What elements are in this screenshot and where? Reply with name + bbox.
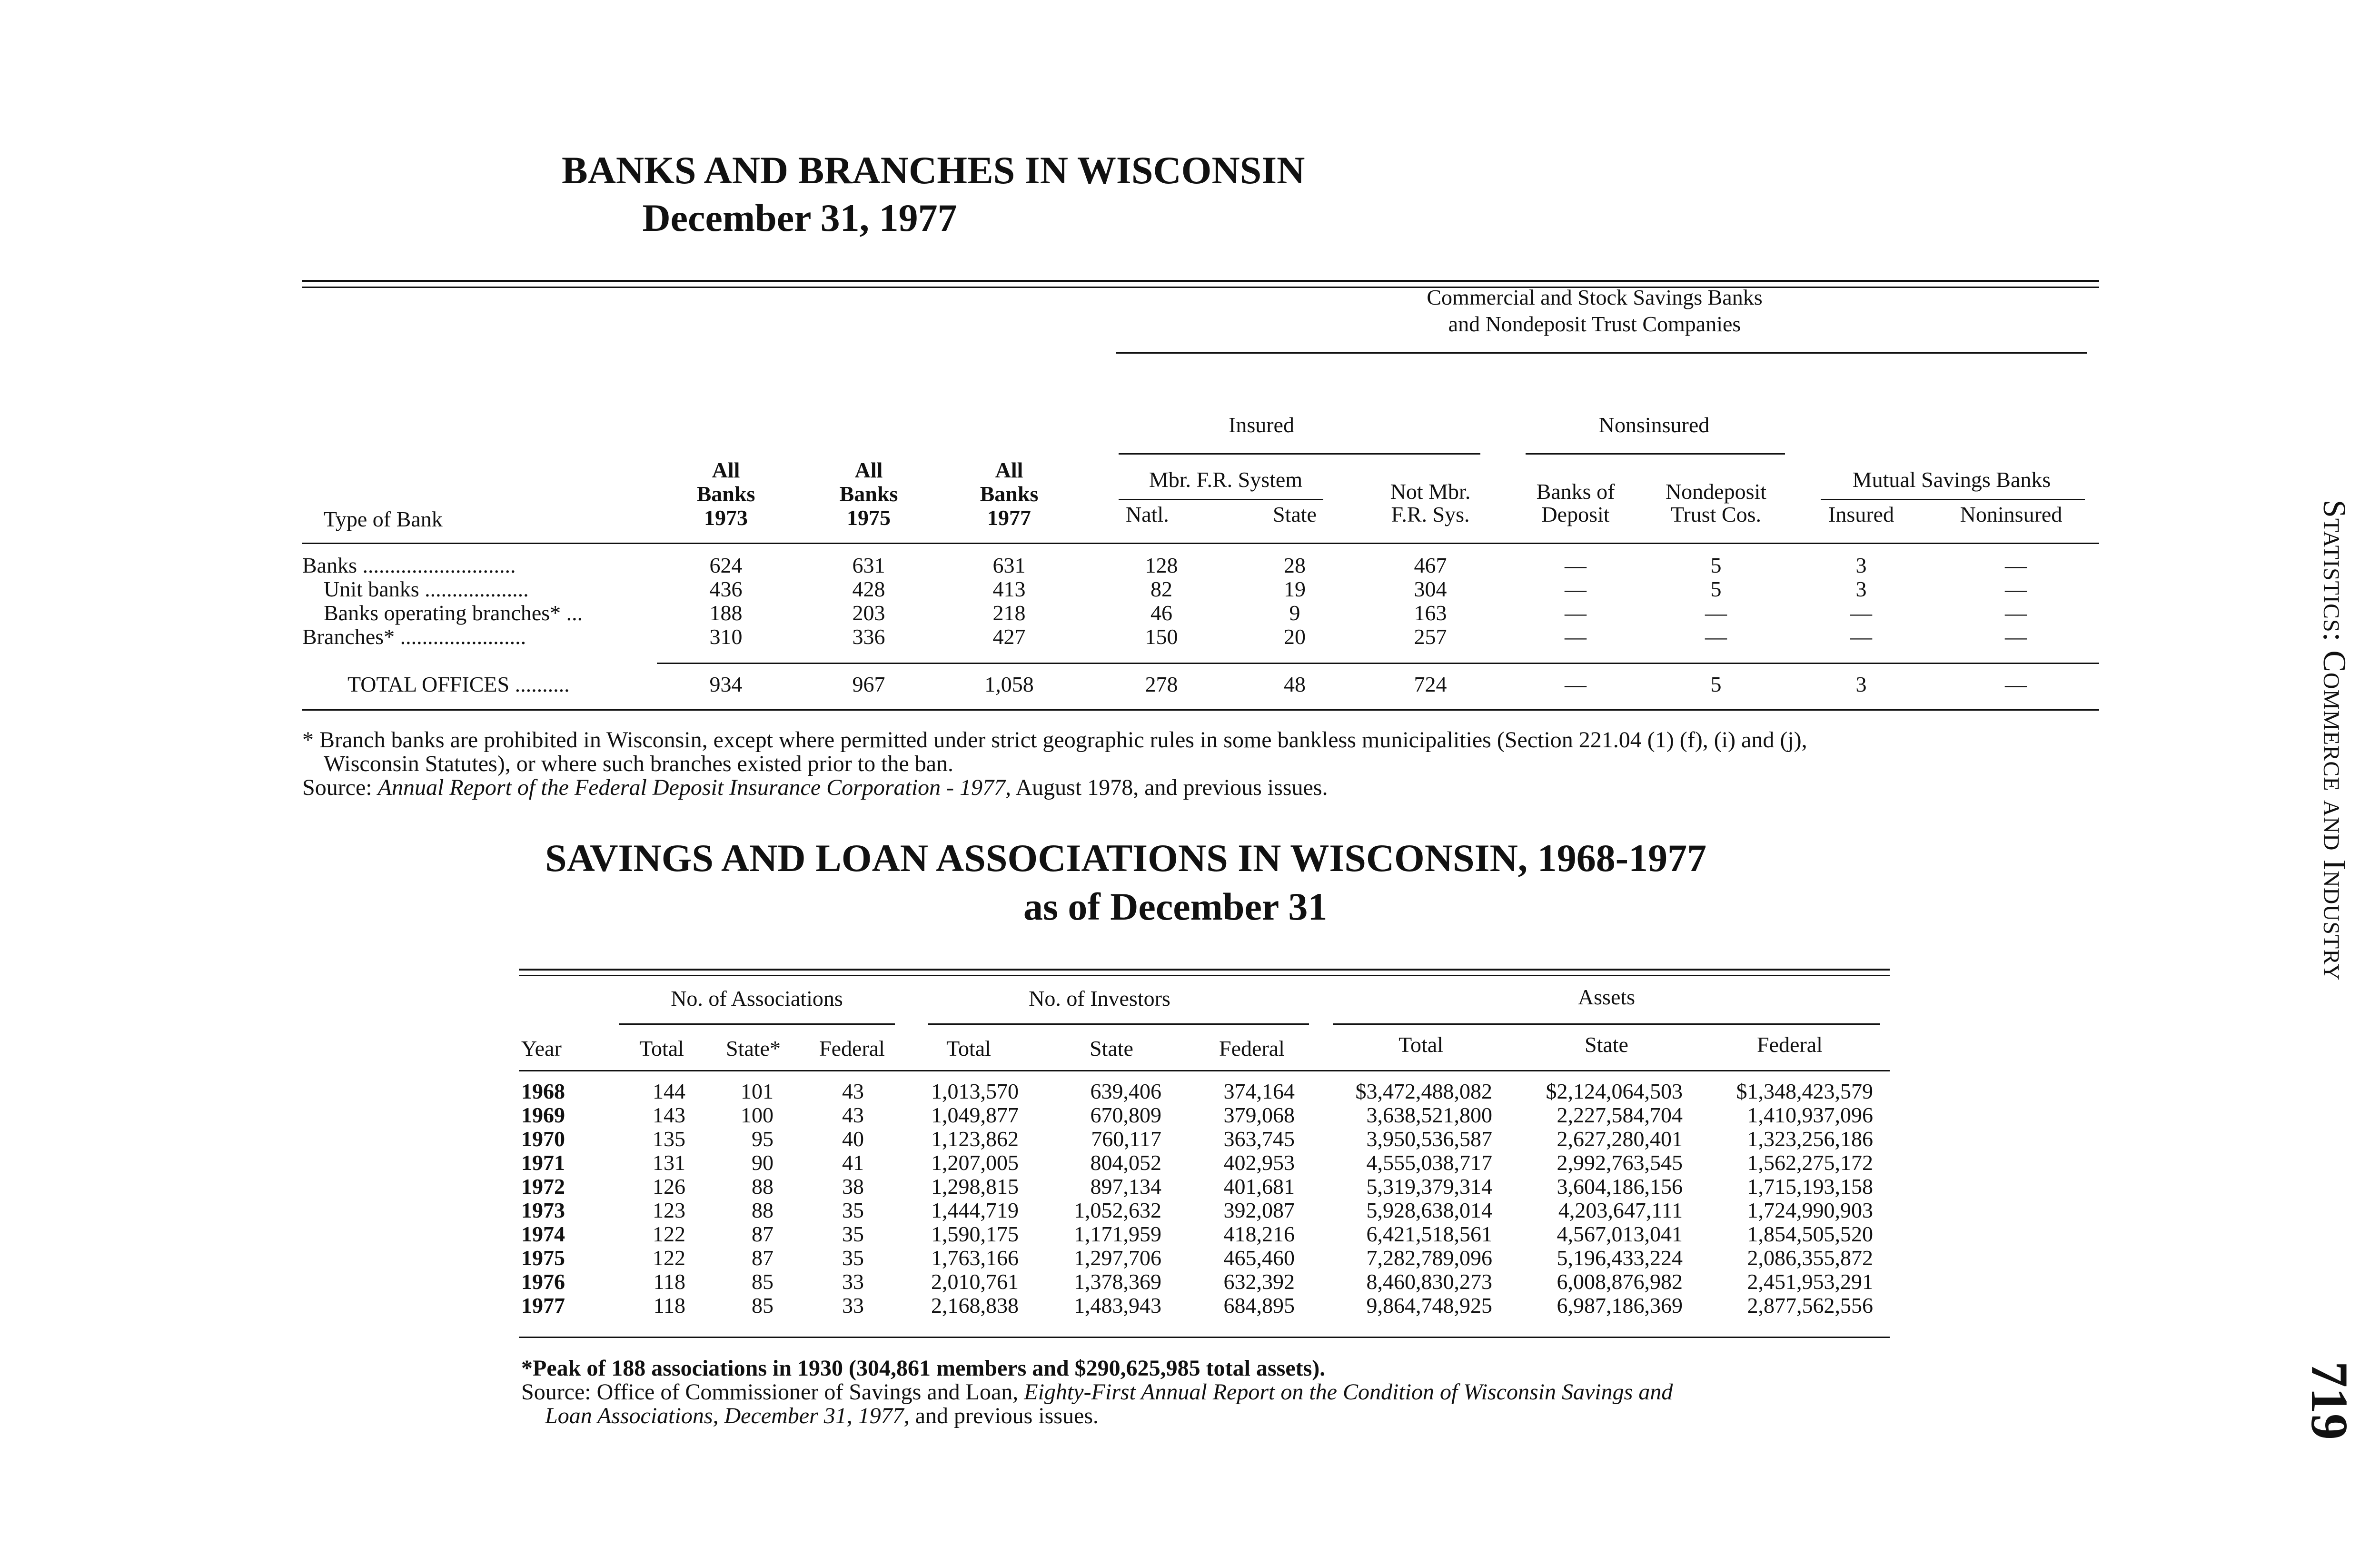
savings-title: SAVINGS AND LOAN ASSOCIATIONS IN WISCONSIN, 1968-1977 — [545, 836, 1707, 880]
banks-cell: 3 — [1855, 672, 1867, 696]
banks-cell: 278 — [1145, 672, 1178, 696]
no-investors-rule — [928, 1023, 1309, 1025]
banks-cell: 5 — [1710, 577, 1722, 601]
savings-cell: 1,171,959 — [1074, 1222, 1161, 1246]
savings-top-rule — [519, 969, 1890, 971]
page-number: 719 — [2301, 1361, 2359, 1440]
banks-cell: 19 — [1284, 577, 1306, 601]
savings-cell: 6,421,518,561 — [1366, 1222, 1492, 1246]
savings-cell: 95 — [752, 1127, 774, 1151]
savings-cell: 684,895 — [1223, 1293, 1295, 1318]
savings-cell: 33 — [842, 1269, 864, 1294]
savings-cell: 418,216 — [1223, 1222, 1295, 1246]
savings-cell: 43 — [842, 1079, 864, 1103]
banks-cell: — — [1565, 624, 1587, 649]
banks-cell: — — [1565, 672, 1587, 696]
header-year: Year — [521, 1036, 562, 1060]
savings-year-cell: 1970 — [521, 1127, 565, 1151]
header-natl: Natl. — [1126, 502, 1169, 526]
savings-cell: 2,227,584,704 — [1557, 1103, 1683, 1127]
banks-cell: 3 — [1855, 553, 1867, 577]
nonsinsured-rule — [1526, 453, 1785, 455]
savings-cell: 1,049,877 — [931, 1103, 1019, 1127]
header-commercial-line1: Commercial and Stock Savings Banks — [1427, 285, 1763, 309]
banks-cell: — — [1850, 624, 1872, 649]
banks-bottom-rule — [302, 709, 2099, 711]
header-inv-state: State — [1090, 1036, 1133, 1060]
savings-cell: $3,472,488,082 — [1355, 1079, 1492, 1103]
banks-cell: 9 — [1289, 601, 1300, 625]
banks-cell: — — [2005, 577, 2027, 601]
header-noninsured-col: Noninsured — [1960, 502, 2063, 526]
savings-cell: 897,134 — [1090, 1174, 1161, 1199]
savings-cell: 401,681 — [1223, 1174, 1295, 1199]
savings-cell: 379,068 — [1223, 1103, 1295, 1127]
header-assets-total: Total — [1398, 1032, 1443, 1057]
banks-cell: 1,058 — [984, 672, 1034, 696]
savings-cell: 1,590,175 — [931, 1222, 1019, 1246]
banks-cell: 428 — [852, 577, 885, 601]
banks-cell: — — [1850, 601, 1872, 625]
header-all-banks-1973-a: All — [712, 458, 740, 482]
banks-cell: 467 — [1414, 553, 1447, 577]
savings-cell: 1,052,632 — [1074, 1198, 1161, 1222]
savings-cell: 38 — [842, 1174, 864, 1199]
header-all-banks-1977-c: 1977 — [987, 505, 1031, 530]
savings-cell: 85 — [752, 1293, 774, 1318]
savings-cell: 143 — [653, 1103, 685, 1127]
header-banks-of-deposit-b: Deposit — [1541, 502, 1610, 526]
savings-cell: 2,877,562,556 — [1747, 1293, 1873, 1318]
savings-cell: 1,444,719 — [931, 1198, 1019, 1222]
savings-cell: 6,008,876,982 — [1557, 1269, 1683, 1294]
banks-cell: 336 — [852, 624, 885, 649]
header-nondeposit-b: Trust Cos. — [1670, 502, 1762, 526]
mutual-savings-rule — [1821, 499, 2085, 500]
savings-cell: 100 — [741, 1103, 774, 1127]
savings-source-1: Source: Office of Commissioner of Savings and Loan, Eighty-First Annual Report on the Condition of Wisconsin Savings and — [521, 1379, 1673, 1405]
savings-cell: 35 — [842, 1198, 864, 1222]
savings-cell: 85 — [752, 1269, 774, 1294]
banks-cell: — — [1705, 624, 1727, 649]
page: BANKS AND BRANCHES IN WISCONSIN December 31, 1977 Commercial and Stock Savings Banks and Nondeposit Trust Companies Insured Nonsinsured All Banks 1973 All Banks 1975 All Banks 1977 Mbr. F.R. System Natl. State Not Mbr. F.R. Sys. Banks of Deposit Nondeposit Trust Cos. Mutual Savings Banks Insured Noninsured Type of Bank Banks ............................ Unit banks ................... Banks operating branches* ... Branches* ....................... 624 631 631 128 28 467 — 5 3 — 436 428 413 82 19 304 — 5 3 — 188 203 218 46 9 163 — — — — 310 336 427 150 20 257 — — — — 934 967 1,058 278 48 724 — 5 3 — TOTAL OFFICES .......... * Branch banks are prohibited in Wisconsin, except where permitted under strict geographic rules in some bankless municipalities (Section 221.04 (1) (f), (i) and (j), Wisconsin Statutes), or where such branches existed prior to the ban. Source: Annual Report of the Federal Deposit Insurance Corporation - 1977, August 1978, and previous issues. SAVINGS AND LOAN ASSOCIATIONS IN WISCONSIN, 1968-1977 as of December 31 No. of Associations No. of Investors Assets Year Total State* Federal Total State Federal Total State Federal 1968 144 101 43 1,013,570 639,406 374,164 $3,472,488,082 $2,124,064,503 $1,348,423,579 1969 143 100 43 1,049,877 670,809 379,068 3,638,521,800 2,227,584,704 1,410,937,096 1970 135 95 40 1,123,862 760,117 363,745 3,950,536,587 2,627,280,401 1,323,256,186 1971 131 90 41 1,207,005 804,052 402,953 4,555,038,717 2,992,763,545 1,562,275,172 1972 126 88 38 1,298,815 897,134 401,681 5,319,379,314 3,604,186,156 1,715,193,158 1973 123 88 35 1,444,719 1,052,632 392,087 5,928,638,014 4,203,647,111 1,724,990,903 1974 122 87 35 1,590,175 1,171,959 418,216 6,421,518,561 4,567,013,041 1,854,505,520 1975 122 87 35 1,763,166 1,297,706 465,460 7,282,789,096 5,196,433,224 2,086,355,872 1976 118 85 33 2,010,761 1,378,369 632,392 8,460,830,273 6,008,876,982 2,451,953,291 1977 118 85 33 2,168,838 1,483,943 684,895 9,864,748,925 6,987,186,369 2,877,562,556 *Peak of 188 associations in 1930 (304,861 members and $290,625,985 total assets). Source: Office of Commissioner of Savings and Loan, Eighty-First Annual Report on the Condition of Wisconsin Savings and Loan Associations, December 31, 1977, and previous issues. Statistics: Commerce and Industry 719 — [302, 149, 2359, 1440]
banks-cell: 46 — [1150, 601, 1172, 625]
savings-cell: 118 — [653, 1293, 685, 1318]
savings-top-rule-2 — [519, 975, 1890, 976]
banks-cell: 631 — [852, 553, 885, 577]
banks-cell: 28 — [1284, 553, 1306, 577]
assets-rule — [1333, 1023, 1880, 1025]
savings-cell: 5,928,638,014 — [1366, 1198, 1492, 1222]
savings-cell: 3,638,521,800 — [1366, 1103, 1492, 1127]
savings-cell: 639,406 — [1090, 1079, 1161, 1103]
savings-cell: 1,562,275,172 — [1747, 1150, 1873, 1175]
banks-cell: — — [1565, 577, 1587, 601]
savings-year-cell: 1973 — [521, 1198, 565, 1222]
header-assets-state: State — [1585, 1032, 1628, 1057]
savings-cell: 144 — [653, 1079, 685, 1103]
banks-top-rule — [302, 280, 2099, 282]
savings-cell: 122 — [653, 1222, 685, 1246]
savings-cell: 1,763,166 — [931, 1246, 1019, 1270]
savings-year-cell: 1976 — [521, 1269, 565, 1294]
mbr-fr-rule — [1119, 499, 1323, 500]
banks-cell: — — [2005, 553, 2027, 577]
banks-cell: — — [1565, 601, 1587, 625]
header-all-banks-1977-a: All — [995, 458, 1023, 482]
header-banks-of-deposit-a: Banks of — [1536, 479, 1615, 504]
no-assoc-rule — [619, 1023, 895, 1025]
savings-cell: 2,451,953,291 — [1747, 1269, 1873, 1294]
savings-cell: 632,392 — [1223, 1269, 1295, 1294]
savings-cell: 101 — [741, 1079, 774, 1103]
banks-cell: 20 — [1284, 624, 1306, 649]
banks-header-rule — [302, 543, 2099, 544]
savings-cell: 760,117 — [1091, 1127, 1161, 1151]
header-all-banks-1973-c: 1973 — [704, 505, 748, 530]
savings-cell: 90 — [752, 1150, 774, 1175]
banks-cell: 631 — [992, 553, 1026, 577]
banks-row-label: Banks operating branches* ... — [324, 601, 583, 625]
banks-cell: 188 — [709, 601, 743, 625]
savings-cell: 41 — [842, 1150, 864, 1175]
banks-cell: — — [2005, 601, 2027, 625]
savings-cell: 2,010,761 — [931, 1269, 1019, 1294]
banks-cell: 3 — [1855, 577, 1867, 601]
savings-subtitle: as of December 31 — [1023, 885, 1328, 928]
savings-source-2: Loan Associations, December 31, 1977, and previous issues. — [545, 1403, 1099, 1428]
header-state: State — [1273, 502, 1317, 526]
banks-cell: 5 — [1710, 553, 1722, 577]
savings-cell: 87 — [752, 1222, 774, 1246]
header-assoc-total: Total — [639, 1036, 684, 1060]
banks-cell: 5 — [1710, 672, 1722, 696]
banks-cell: 163 — [1414, 601, 1447, 625]
savings-cell: $1,348,423,579 — [1736, 1079, 1873, 1103]
commercial-rule — [1116, 352, 2087, 354]
header-mutual-savings: Mutual Savings Banks — [1852, 467, 2051, 492]
header-assets-federal: Federal — [1757, 1032, 1823, 1057]
savings-bottom-rule — [519, 1337, 1890, 1338]
savings-cell: 8,460,830,273 — [1366, 1269, 1492, 1294]
banks-cell: 150 — [1145, 624, 1178, 649]
banks-row-label: Branches* ....................... — [302, 624, 526, 649]
banks-cell: 82 — [1150, 577, 1172, 601]
savings-cell: 670,809 — [1090, 1103, 1161, 1127]
savings-cell: 2,086,355,872 — [1747, 1246, 1873, 1270]
banks-cell: 203 — [852, 601, 885, 625]
header-all-banks-1975-b: Banks — [839, 482, 898, 506]
savings-cell: 4,567,013,041 — [1557, 1222, 1683, 1246]
banks-cell: — — [2005, 672, 2027, 696]
savings-cell: 3,604,186,156 — [1557, 1174, 1683, 1199]
savings-cell: 1,298,815 — [931, 1174, 1019, 1199]
banks-cell: — — [1705, 601, 1727, 625]
banks-cell: 304 — [1414, 577, 1447, 601]
savings-cell: 392,087 — [1223, 1198, 1295, 1222]
header-all-banks-1977-b: Banks — [980, 482, 1039, 506]
header-no-investors: No. of Investors — [1029, 986, 1170, 1011]
savings-cell: 1,378,369 — [1074, 1269, 1161, 1294]
savings-cell: 118 — [653, 1269, 685, 1294]
banks-cell: 310 — [709, 624, 743, 649]
savings-cell: 1,207,005 — [931, 1150, 1019, 1175]
banks-cell: — — [2005, 624, 2027, 649]
savings-cell: 4,555,038,717 — [1366, 1150, 1492, 1175]
savings-cell: 1,715,193,158 — [1747, 1174, 1873, 1199]
header-inv-federal: Federal — [1219, 1036, 1285, 1060]
banks-cell: 624 — [709, 553, 743, 577]
banks-cell: — — [1565, 553, 1587, 577]
savings-cell: 2,627,280,401 — [1557, 1127, 1683, 1151]
savings-cell: 88 — [752, 1174, 774, 1199]
header-all-banks-1975-a: All — [854, 458, 883, 482]
header-assets: Assets — [1577, 985, 1636, 1009]
banks-total-rule — [657, 663, 2099, 664]
savings-cell: $2,124,064,503 — [1546, 1079, 1683, 1103]
insured-rule — [1119, 453, 1480, 455]
savings-cell: 4,203,647,111 — [1558, 1198, 1683, 1222]
savings-cell: 6,987,186,369 — [1557, 1293, 1683, 1318]
savings-cell: 40 — [842, 1127, 864, 1151]
running-head: Statistics: Commerce and Industry — [2317, 500, 2353, 981]
savings-cell: 126 — [653, 1174, 685, 1199]
header-assoc-federal: Federal — [819, 1036, 885, 1060]
savings-cell: 5,319,379,314 — [1366, 1174, 1492, 1199]
banks-title: BANKS AND BRANCHES IN WISCONSIN — [562, 149, 1305, 192]
savings-cell: 1,123,862 — [931, 1127, 1019, 1151]
savings-cell: 1,013,570 — [931, 1079, 1019, 1103]
header-assoc-state: State* — [726, 1036, 781, 1060]
header-commercial-line2: and Nondeposit Trust Companies — [1448, 312, 1741, 336]
savings-cell: 3,950,536,587 — [1366, 1127, 1492, 1151]
savings-cell: 122 — [653, 1246, 685, 1270]
savings-cell: 1,323,256,186 — [1747, 1127, 1873, 1151]
banks-cell: 724 — [1414, 672, 1447, 696]
savings-header-rule — [519, 1070, 1890, 1071]
savings-cell: 33 — [842, 1293, 864, 1318]
savings-cell: 35 — [842, 1222, 864, 1246]
banks-cell: 436 — [709, 577, 743, 601]
banks-cell: 218 — [992, 601, 1026, 625]
savings-cell: 5,196,433,224 — [1557, 1246, 1683, 1270]
savings-cell: 123 — [653, 1198, 685, 1222]
header-all-banks-1975-c: 1975 — [847, 505, 891, 530]
banks-cell: 257 — [1414, 624, 1447, 649]
header-not-mbr-a: Not Mbr. — [1390, 479, 1471, 504]
header-mbr-fr-system: Mbr. F.R. System — [1149, 467, 1303, 492]
savings-footnote: *Peak of 188 associations in 1930 (304,861 members and $290,625,985 total assets). — [521, 1356, 1326, 1381]
header-all-banks-1973-b: Banks — [696, 482, 755, 506]
savings-year-cell: 1975 — [521, 1246, 565, 1270]
banks-total-label: TOTAL OFFICES .......... — [347, 672, 570, 696]
header-insured: Insured — [1229, 413, 1294, 437]
header-type-of-bank: Type of Bank — [324, 507, 443, 531]
header-inv-total: Total — [946, 1036, 991, 1060]
header-nonsinsured: Nonsinsured — [1598, 413, 1710, 437]
savings-cell: 804,052 — [1090, 1150, 1161, 1175]
banks-cell: 934 — [709, 672, 743, 696]
savings-cell: 7,282,789,096 — [1366, 1246, 1492, 1270]
savings-cell: 1,483,943 — [1074, 1293, 1161, 1318]
savings-cell: 9,864,748,925 — [1366, 1293, 1492, 1318]
savings-cell: 43 — [842, 1103, 864, 1127]
savings-cell: 363,745 — [1223, 1127, 1295, 1151]
savings-year-cell: 1977 — [521, 1293, 565, 1318]
banks-footnote-1: * Branch banks are prohibited in Wisconsin, except where permitted under strict geographic rules in some bankless municipalities (Section 221.04 (1) (f), (i) and (j), — [302, 727, 1807, 753]
header-nondeposit-a: Nondeposit — [1665, 479, 1767, 504]
banks-cell: 48 — [1284, 672, 1306, 696]
savings-year-cell: 1971 — [521, 1150, 565, 1175]
savings-cell: 131 — [653, 1150, 685, 1175]
banks-footnote-2: Wisconsin Statutes), or where such branches existed prior to the ban. — [324, 751, 954, 776]
savings-cell: 135 — [653, 1127, 685, 1151]
header-insured-col: Insured — [1828, 502, 1894, 526]
banks-cell: 413 — [992, 577, 1026, 601]
savings-cell: 88 — [752, 1198, 774, 1222]
savings-cell: 402,953 — [1223, 1150, 1295, 1175]
savings-cell: 465,460 — [1223, 1246, 1295, 1270]
savings-year-cell: 1974 — [521, 1222, 565, 1246]
banks-source: Source: Annual Report of the Federal Deposit Insurance Corporation - 1977, August 1978, and previous issues. — [302, 775, 1328, 800]
savings-year-cell: 1969 — [521, 1103, 565, 1127]
savings-cell: 1,297,706 — [1074, 1246, 1161, 1270]
banks-row-label: Banks ............................ — [302, 553, 516, 577]
banks-cell: 967 — [852, 672, 885, 696]
savings-cell: 2,992,763,545 — [1557, 1150, 1683, 1175]
savings-year-cell: 1968 — [521, 1079, 565, 1103]
savings-cell: 1,854,505,520 — [1747, 1222, 1873, 1246]
savings-cell: 374,164 — [1223, 1079, 1295, 1103]
savings-cell: 35 — [842, 1246, 864, 1270]
banks-row-label: Unit banks ................... — [324, 577, 529, 601]
savings-cell: 87 — [752, 1246, 774, 1270]
savings-cell: 1,410,937,096 — [1747, 1103, 1873, 1127]
savings-cell: 1,724,990,903 — [1747, 1198, 1873, 1222]
savings-cell: 2,168,838 — [931, 1293, 1019, 1318]
banks-cell: 128 — [1145, 553, 1178, 577]
banks-cell: 427 — [992, 624, 1026, 649]
header-no-associations: No. of Associations — [671, 986, 843, 1011]
savings-year-cell: 1972 — [521, 1174, 565, 1199]
header-not-mbr-b: F.R. Sys. — [1391, 502, 1470, 526]
